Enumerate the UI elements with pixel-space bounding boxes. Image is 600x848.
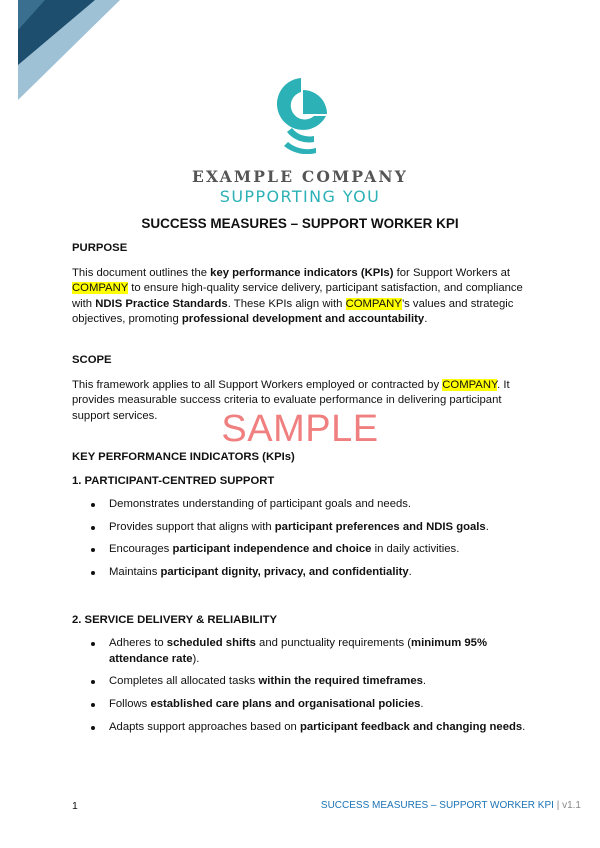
section1-list (72, 497, 534, 580)
company-name: EXAMPLE COMPANY (191, 167, 409, 186)
kpi-heading: KEY PERFORMANCE INDICATORS (KPIs) (72, 451, 295, 463)
purpose-paragraph: This document outlines the key performance indicators (KPIs) for Support Workers at COMPANY to ensure high-quality service delivery, participant satisfaction, and compliance with NDIS Practice Standards. These KPIs align with COMPANY’s values and strategic objectives, promoting professional development and accountability. (72, 266, 523, 326)
page-number: 1 (72, 800, 78, 812)
company-logo-icon (270, 76, 332, 154)
section2-list (72, 636, 534, 735)
section2-heading: 2. SERVICE DELIVERY & RELIABILITY (72, 613, 278, 626)
corner-decoration (0, 0, 120, 100)
list-item: Completes all allocated tasks within the required timeframes. (72, 674, 534, 690)
purpose-section (72, 241, 534, 328)
scope-heading: SCOPE (72, 354, 112, 366)
company-placeholder: COMPANY (442, 378, 498, 391)
footer-version: v1.1 (562, 800, 581, 811)
list-item: Demonstrates understanding of participant goals and needs. (72, 497, 534, 513)
sample-watermark: SAMPLE (221, 408, 379, 450)
company-placeholder: COMPANY (72, 282, 129, 295)
company-placeholder: COMPANY (345, 297, 402, 310)
purpose-heading: PURPOSE (72, 242, 128, 254)
document-title: SUCCESS MEASURES – SUPPORT WORKER KPI (141, 216, 459, 231)
list-item: Provides support that aligns with participant preferences and NDIS goals. (72, 520, 534, 536)
scope-paragraph: This framework applies to all Support Workers employed or contracted by COMPANY. It provides measurable success criteria to evaluate performance in delivering participant support services. (72, 378, 510, 422)
footer-label (321, 800, 581, 811)
section1-heading: 1. PARTICIPANT-CENTRED SUPPORT (72, 474, 275, 487)
kpi-section (72, 450, 534, 735)
company-tagline: SUPPORTING YOU (219, 187, 381, 206)
footer-separator: | (553, 800, 563, 811)
list-item: Adapts support approaches based on participant feedback and changing needs. (72, 720, 534, 736)
list-item: Encourages participant independence and choice in daily activities. (72, 542, 534, 558)
list-item: Follows established care plans and organisational policies. (72, 697, 534, 713)
footer-title: SUCCESS MEASURES – SUPPORT WORKER KPI (320, 800, 554, 811)
list-item: Maintains participant dignity, privacy, and confidentiality. (72, 565, 534, 581)
list-item: Adheres to scheduled shifts and punctuality requirements (minimum 95% attendance rate). (72, 636, 534, 667)
